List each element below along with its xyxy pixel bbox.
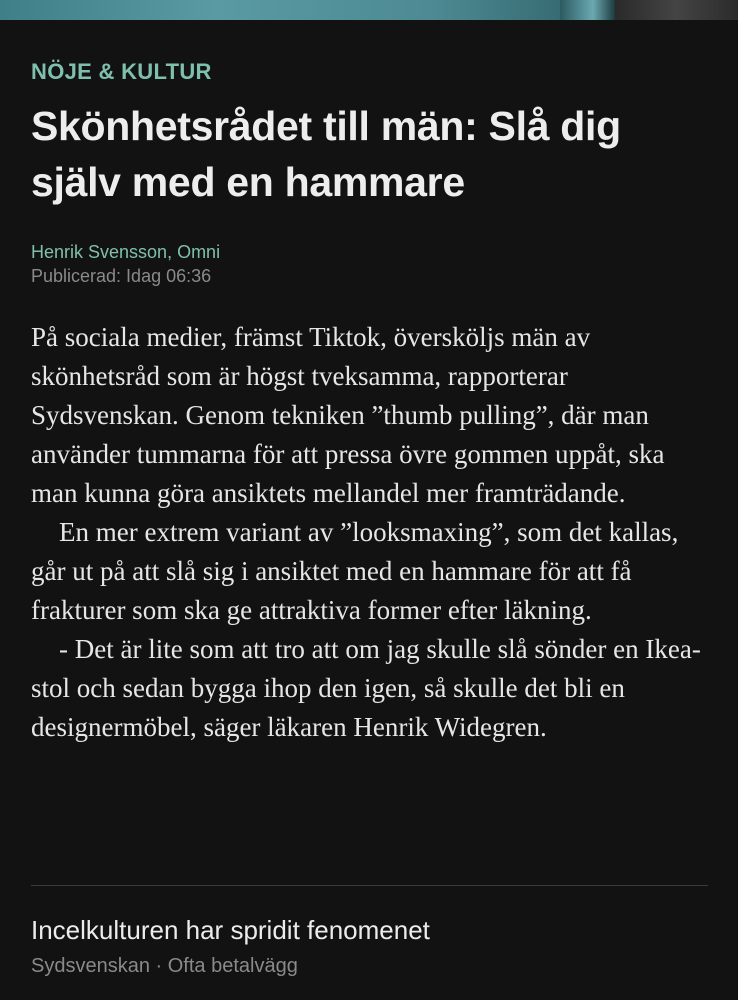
article-body [31, 318, 711, 747]
hero-image-teal [0, 0, 615, 20]
headline: Skönhetsrådet till män: Slå dig själv med en hammare [31, 103, 621, 205]
related-article-title[interactable]: Incelkulturen har spridit fenomenet [31, 915, 430, 945]
divider [31, 885, 708, 886]
publish-time: Publicerad: Idag 06:36 [31, 266, 212, 286]
category-label[interactable]: NÖJE & KULTUR [31, 59, 212, 84]
body-paragraph: En mer extrem variant av ”looksmaxing”, som det kallas, går ut på att slå sig i ansiktet med en hammare för att få frakturer som ska ge attraktiva former efter läkning. [31, 517, 679, 625]
hero-image-edge [560, 0, 615, 20]
hero-image [0, 0, 738, 20]
byline[interactable]: Henrik Svensson, Omni [31, 242, 221, 262]
article [31, 20, 711, 747]
hero-image-dark [615, 0, 738, 20]
related-article-source: Sydsvenskan · Ofta betalvägg [31, 955, 298, 977]
body-paragraph: På sociala medier, främst Tiktok, översköljs män av skönhetsråd som är högst tveksamma, rapporterar Sydsvenskan. Genom tekniken ”thumb pulling”, där man använder tummarna för att pressa övre gommen uppåt, ska man kunna göra ansiktets mellandel mer framträdande. [31, 322, 665, 508]
related-article-link[interactable] [31, 912, 711, 980]
body-paragraph: - Det är lite som att tro att om jag skulle slå sönder en Ikea-stol och sedan bygga ihop den igen, så skulle det bli en designermöbel, säger läkaren Henrik Widegren. [31, 634, 701, 742]
